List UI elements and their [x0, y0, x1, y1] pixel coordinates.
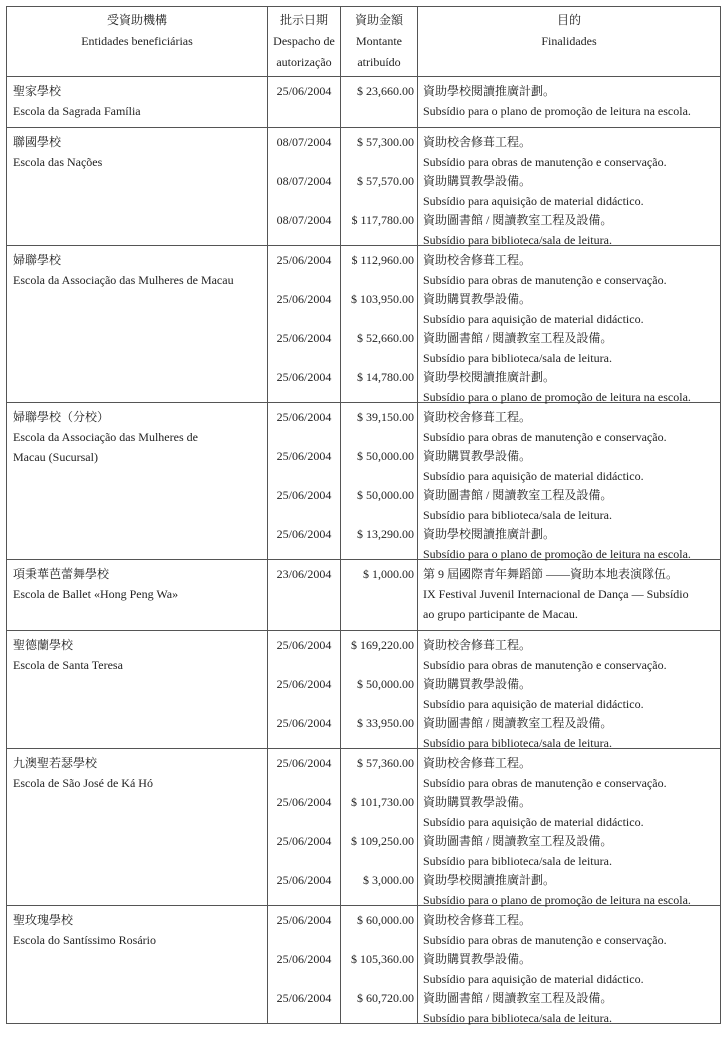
amount-cell: [341, 631, 418, 749]
entity-name-line: Escola de Santa Teresa: [13, 658, 123, 672]
approval-date: 08/07/2004: [276, 135, 332, 149]
purpose-line: 資助購買教學設備。: [423, 677, 532, 691]
purpose-entry: [418, 945, 720, 984]
date-cell: [268, 749, 341, 906]
header-purpose-zh: 目的: [556, 13, 581, 27]
header-amount-zh: 資助金額: [354, 13, 403, 27]
approval-date: 25/06/2004: [276, 449, 332, 463]
entity-name-line: 九澳聖若瑟學校: [13, 756, 98, 770]
header-entities-zh: 受資助機構: [106, 13, 167, 27]
entity-name-line: 婦聯學校（分校）: [13, 410, 110, 424]
purpose-line: 資助校舍修葺工程。: [423, 756, 532, 770]
header-amount: [341, 7, 418, 77]
purpose-cell: [418, 77, 721, 128]
purpose-entry: [418, 481, 720, 520]
entity-cell: [7, 560, 268, 631]
purpose-line: Subsídio para aquisição de material didáctico.: [423, 815, 644, 829]
table-body: [7, 77, 721, 1024]
header-date-pt-1: Despacho de: [273, 34, 335, 48]
approval-date: 25/06/2004: [276, 253, 332, 267]
purpose-line: Subsídio para aquisição de material didáctico.: [423, 697, 644, 711]
date-cell: [268, 77, 341, 128]
purpose-line: Subsídio para aquisição de material didáctico.: [423, 972, 644, 986]
entity-name-line: 聖家學校: [13, 84, 62, 98]
header-amount-pt-1: Montante: [356, 34, 402, 48]
entity-cell: [7, 749, 268, 906]
purpose-line: Subsídio para biblioteca/sala de leitura.: [423, 854, 612, 868]
purpose-line: Subsídio para aquisição de material didáctico.: [423, 194, 644, 208]
purpose-entry: [418, 631, 720, 670]
date-cell: [268, 403, 341, 560]
purpose-line: Subsídio para aquisição de material didáctico.: [423, 312, 644, 326]
entity-cell: [7, 631, 268, 749]
purpose-entry: [418, 167, 720, 206]
header-purpose: [418, 7, 721, 77]
purpose-line: 資助圖書館 / 閱讀教室工程及設備。: [423, 716, 613, 730]
purpose-line: 資助校舍修葺工程。: [423, 410, 532, 424]
entity-cell: [7, 403, 268, 560]
purpose-line: 資助校舍修葺工程。: [423, 638, 532, 652]
purpose-line: Subsídio para obras de manutenção e conservação.: [423, 155, 667, 169]
entity-name-line: 聖玫瑰學校: [13, 913, 74, 927]
approval-date: 25/06/2004: [276, 991, 332, 1005]
header-amount-pt-2: atribuído: [357, 55, 401, 69]
entity-name-line: 婦聯學校: [13, 253, 62, 267]
entity-name-line: Escola da Associação das Mulheres de Macau: [13, 273, 234, 287]
approval-date: 25/06/2004: [276, 410, 332, 424]
subsidy-amount: $ 39,150.00: [357, 410, 414, 424]
purpose-line: 資助圖書館 / 閱讀教室工程及設備。: [423, 331, 613, 345]
subsidy-amount: $ 169,220.00: [351, 638, 414, 652]
entity-name-line: Escola da Sagrada Família: [13, 104, 141, 118]
subsidy-amount: $ 117,780.00: [351, 213, 414, 227]
date-cell: [268, 246, 341, 403]
amount-cell: [341, 128, 418, 246]
approval-date: 25/06/2004: [276, 292, 332, 306]
entity-name-line: Escola das Nações: [13, 155, 103, 169]
approval-date: 25/06/2004: [276, 677, 332, 691]
purpose-line: Subsídio para o plano de promoção de leitura na escola.: [423, 547, 691, 561]
purpose-line: 資助購買教學設備。: [423, 292, 532, 306]
purpose-line: 資助購買教學設備。: [423, 449, 532, 463]
purpose-entry: [418, 206, 720, 245]
table-header: [7, 7, 721, 77]
purpose-entry: [418, 403, 720, 442]
table-row: [7, 403, 721, 560]
date-cell: [268, 631, 341, 749]
purpose-line: 資助校舍修葺工程。: [423, 253, 532, 267]
purpose-line: Subsídio para o plano de promoção de leitura na escola.: [423, 104, 691, 118]
subsidy-amount: $ 112,960.00: [351, 253, 414, 267]
purpose-line: IX Festival Juvenil Internacional de Dança — Subsídio: [423, 587, 689, 601]
header-date-pt-2: autorização: [276, 55, 332, 69]
purpose-entry: [418, 788, 720, 827]
entity-name-line: Escola de São José de Ká Hó: [13, 776, 153, 790]
amount-cell: [341, 77, 418, 128]
table-row: [7, 246, 721, 403]
subsidy-amount: $ 3,000.00: [363, 873, 414, 887]
approval-date: 25/06/2004: [276, 527, 332, 541]
purpose-line: 資助購買教學設備。: [423, 174, 532, 188]
purpose-line: Subsídio para obras de manutenção e conservação.: [423, 776, 667, 790]
entity-name-line: 項秉華芭蕾舞學校: [13, 567, 110, 581]
purpose-line: 資助校舍修葺工程。: [423, 135, 532, 149]
subsidy-amount: $ 57,360.00: [357, 756, 414, 770]
subsidy-amount: $ 101,730.00: [351, 795, 414, 809]
subsidy-amount: $ 60,000.00: [357, 913, 414, 927]
entity-cell: [7, 77, 268, 128]
entity-cell: [7, 906, 268, 1024]
purpose-entry: [418, 906, 720, 945]
purpose-cell: [418, 246, 721, 403]
entity-name-line: 聯國學校: [13, 135, 62, 149]
purpose-cell: [418, 631, 721, 749]
header-date: [268, 7, 341, 77]
subsidy-amount: $ 109,250.00: [351, 834, 414, 848]
purpose-line: 資助圖書館 / 閱讀教室工程及設備。: [423, 834, 613, 848]
purpose-line: Subsídio para o plano de promoção de leitura na escola.: [423, 390, 691, 404]
approval-date: 25/06/2004: [276, 716, 332, 730]
subsidy-amount: $ 57,300.00: [357, 135, 414, 149]
table-row: [7, 631, 721, 749]
approval-date: 08/07/2004: [276, 174, 332, 188]
purpose-cell: [418, 560, 721, 631]
purpose-line: 資助學校閱讀推廣計劃。: [423, 84, 556, 98]
purpose-line: Subsídio para obras de manutenção e conservação.: [423, 658, 667, 672]
approval-date: 08/07/2004: [276, 213, 332, 227]
subsidy-amount: $ 57,570.00: [357, 174, 414, 188]
purpose-line: 資助購買教學設備。: [423, 952, 532, 966]
subsidy-table: [6, 6, 721, 1024]
entity-cell: [7, 246, 268, 403]
purpose-entry: [418, 520, 720, 559]
table-row: [7, 749, 721, 906]
purpose-cell: [418, 906, 721, 1024]
approval-date: 25/06/2004: [276, 488, 332, 502]
purpose-line: 資助學校閱讀推廣計劃。: [423, 873, 556, 887]
purpose-entry: [418, 749, 720, 788]
purpose-line: Subsídio para biblioteca/sala de leitura.: [423, 508, 612, 522]
subsidy-amount: $ 23,660.00: [357, 84, 414, 98]
amount-cell: [341, 560, 418, 631]
header-entities: [7, 7, 268, 77]
purpose-entry: [418, 246, 720, 285]
table-row: [7, 560, 721, 631]
approval-date: 25/06/2004: [276, 952, 332, 966]
entity-cell: [7, 128, 268, 246]
subsidy-amount: $ 60,720.00: [357, 991, 414, 1005]
purpose-line: 資助購買教學設備。: [423, 795, 532, 809]
purpose-line: Subsídio para biblioteca/sala de leitura.: [423, 351, 612, 365]
purpose-entry: [418, 560, 720, 630]
approval-date: 25/06/2004: [276, 834, 332, 848]
subsidy-amount: $ 105,360.00: [351, 952, 414, 966]
approval-date: 25/06/2004: [276, 638, 332, 652]
purpose-line: Subsídio para biblioteca/sala de leitura.: [423, 233, 612, 247]
purpose-line: 第 9 屆國際青年舞蹈節 ——資助本地表演隊伍。: [423, 567, 679, 581]
entity-name-line: Escola da Associação das Mulheres de: [13, 430, 198, 444]
purpose-line: 資助圖書館 / 閱讀教室工程及設備。: [423, 991, 613, 1005]
subsidy-amount: $ 50,000.00: [357, 677, 414, 691]
entity-name-line: Escola do Santíssimo Rosário: [13, 933, 156, 947]
purpose-cell: [418, 128, 721, 246]
purpose-line: 資助校舍修葺工程。: [423, 913, 532, 927]
entity-name-line: Escola de Ballet «Hong Peng Wa»: [13, 587, 179, 601]
purpose-line: Subsídio para o plano de promoção de leitura na escola.: [423, 893, 691, 907]
subsidy-amount: $ 14,780.00: [357, 370, 414, 384]
header-purpose-pt: Finalidades: [541, 34, 597, 48]
purpose-entry: [418, 709, 720, 748]
table-row: [7, 128, 721, 246]
purpose-entry: [418, 442, 720, 481]
date-cell: [268, 906, 341, 1024]
purpose-entry: [418, 984, 720, 1023]
purpose-line: Subsídio para obras de manutenção e conservação.: [423, 273, 667, 287]
purpose-entry: [418, 77, 720, 116]
subsidy-amount: $ 50,000.00: [357, 449, 414, 463]
subsidy-amount: $ 1,000.00: [363, 567, 414, 581]
entity-name-line: Macau (Sucursal): [13, 450, 98, 464]
approval-date: 25/06/2004: [276, 331, 332, 345]
approval-date: 25/06/2004: [276, 756, 332, 770]
header-row: [7, 7, 721, 77]
purpose-cell: [418, 403, 721, 560]
approval-date: 25/06/2004: [276, 873, 332, 887]
amount-cell: [341, 906, 418, 1024]
purpose-cell: [418, 749, 721, 906]
approval-date: 23/06/2004: [276, 567, 332, 581]
purpose-line: 資助圖書館 / 閱讀教室工程及設備。: [423, 213, 613, 227]
entity-name-line: 聖德蘭學校: [13, 638, 74, 652]
approval-date: 25/06/2004: [276, 913, 332, 927]
subsidy-amount: $ 13,290.00: [357, 527, 414, 541]
subsidy-amount: $ 33,950.00: [357, 716, 414, 730]
amount-cell: [341, 749, 418, 906]
purpose-line: Subsídio para aquisição de material didáctico.: [423, 469, 644, 483]
date-cell: [268, 128, 341, 246]
purpose-line: 資助學校閱讀推廣計劃。: [423, 527, 556, 541]
purpose-entry: [418, 827, 720, 866]
approval-date: 25/06/2004: [276, 84, 332, 98]
purpose-line: Subsídio para obras de manutenção e conservação.: [423, 933, 667, 947]
subsidy-amount: $ 52,660.00: [357, 331, 414, 345]
subsidy-amount: $ 50,000.00: [357, 488, 414, 502]
header-date-zh: 批示日期: [279, 13, 328, 27]
purpose-entry: [418, 324, 720, 363]
purpose-line: 資助圖書館 / 閱讀教室工程及設備。: [423, 488, 613, 502]
purpose-entry: [418, 285, 720, 324]
table-row: [7, 906, 721, 1024]
purpose-entry: [418, 866, 720, 905]
purpose-line: 資助學校閱讀推廣計劃。: [423, 370, 556, 384]
amount-cell: [341, 403, 418, 560]
purpose-entry: [418, 363, 720, 402]
purpose-line: ao grupo participante de Macau.: [423, 607, 578, 621]
purpose-entry: [418, 128, 720, 167]
purpose-entry: [418, 670, 720, 709]
table-row: [7, 77, 721, 128]
purpose-line: Subsídio para biblioteca/sala de leitura.: [423, 736, 612, 750]
header-entities-pt: Entidades beneficiárias: [81, 34, 193, 48]
approval-date: 25/06/2004: [276, 370, 332, 384]
approval-date: 25/06/2004: [276, 795, 332, 809]
amount-cell: [341, 246, 418, 403]
date-cell: [268, 560, 341, 631]
purpose-line: Subsídio para obras de manutenção e conservação.: [423, 430, 667, 444]
subsidy-amount: $ 103,950.00: [351, 292, 414, 306]
purpose-line: Subsídio para biblioteca/sala de leitura.: [423, 1011, 612, 1025]
